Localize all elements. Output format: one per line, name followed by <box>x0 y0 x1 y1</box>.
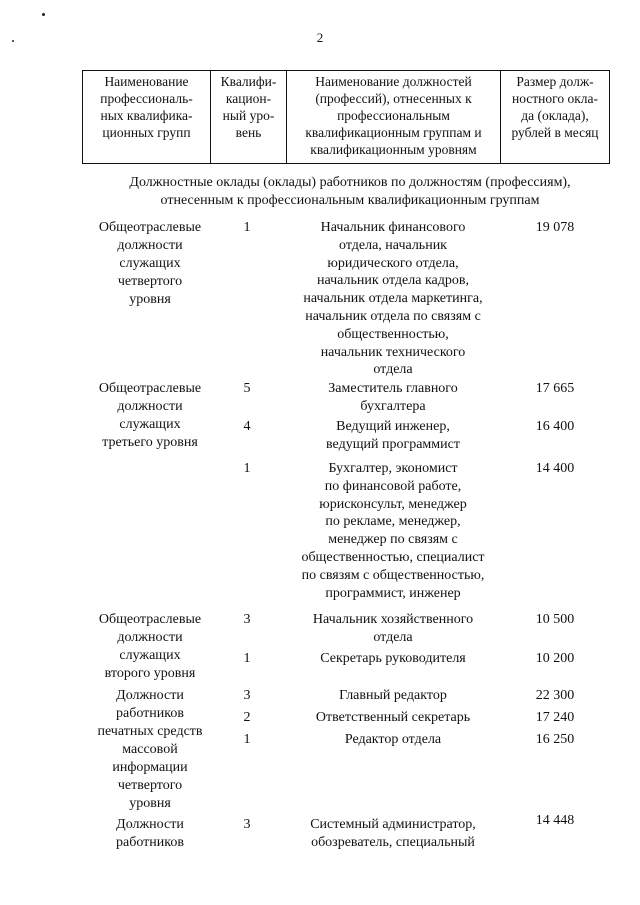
positions-list: Редактор отдела <box>344 732 442 747</box>
positions-list: Системный администратор, обозреватель, специальный <box>310 817 476 850</box>
positions-list: Ответственный секретарь <box>315 710 471 725</box>
qualification-level: 1 <box>243 220 251 235</box>
group-name: Общеотраслевые должности служащих второго уровня <box>98 612 202 681</box>
salary-value: 17 240 <box>535 710 575 725</box>
positions-list: Секретарь руководителя <box>320 651 466 666</box>
positions-list: Бухгалтер, экономист по финансовой работе, юрисконсульт, менеджер по рекламе, менеджер, менеджер по связям с общественностью, специалист по связям с общественностью, программист, инженер <box>301 461 485 601</box>
salary-value: 10 500 <box>535 612 575 627</box>
qualification-level: 1 <box>243 461 251 476</box>
group-name: Должности работников печатных средств массовой информации четвертого уровня <box>97 688 203 811</box>
page-number: 2 <box>316 30 324 45</box>
positions-list: Заместитель главного бухгалтера <box>328 381 458 414</box>
qualification-level: 2 <box>243 710 251 725</box>
qualification-level: 1 <box>243 651 251 666</box>
header-positions: Наименование должностей (профессий), отнесенных к профессиональным квалификационным группам и квалификационным уровням <box>287 71 501 164</box>
positions-list: Ведущий инженер, ведущий программист <box>326 419 460 452</box>
header-salary: Размер долж- ностного окла- да (оклада), рублей в месяц <box>501 71 610 164</box>
qualification-level: 5 <box>243 381 251 396</box>
header-group-name: Наименование профессиональ- ных квалифика- ционных групп <box>83 71 211 164</box>
qualification-level: 1 <box>243 732 251 747</box>
salary-value: 22 300 <box>535 688 575 703</box>
salary-value: 14 400 <box>535 461 575 476</box>
salary-value: 16 250 <box>535 732 575 747</box>
scan-speck <box>42 13 45 16</box>
positions-list: Главный редактор <box>339 688 447 703</box>
salary-value: 10 200 <box>535 651 575 666</box>
qualification-level: 3 <box>243 817 251 832</box>
salary-value: 14 448 <box>535 813 575 828</box>
group-name: Общеотраслевые должности служащих третьего уровня <box>98 381 202 450</box>
qualification-level: 4 <box>243 419 251 434</box>
qualification-level: 3 <box>243 688 251 703</box>
salary-value: 17 665 <box>535 381 575 396</box>
salary-value: 16 400 <box>535 419 575 434</box>
header-level: Квалифи- кацион- ный уро- вень <box>211 71 287 164</box>
section-title: Должностные оклады (оклады) работников по должностям (профессиям), отнесенным к профессиональным квалификационным группам <box>129 175 571 208</box>
group-name: Общеотраслевые должности служащих четвертого уровня <box>98 220 202 307</box>
table-header <box>82 70 610 164</box>
group-name: Должности работников <box>116 817 184 850</box>
positions-list: Начальник финансового отдела, начальник юридического отдела, начальник отдела кадров, начальник отдела маркетинга, начальник отдела по связям с общественностью, начальник технического отдела <box>303 220 483 378</box>
salary-value: 19 078 <box>535 220 575 235</box>
qualification-level: 3 <box>243 612 251 627</box>
positions-list: Начальник хозяйственного отдела <box>312 612 474 645</box>
